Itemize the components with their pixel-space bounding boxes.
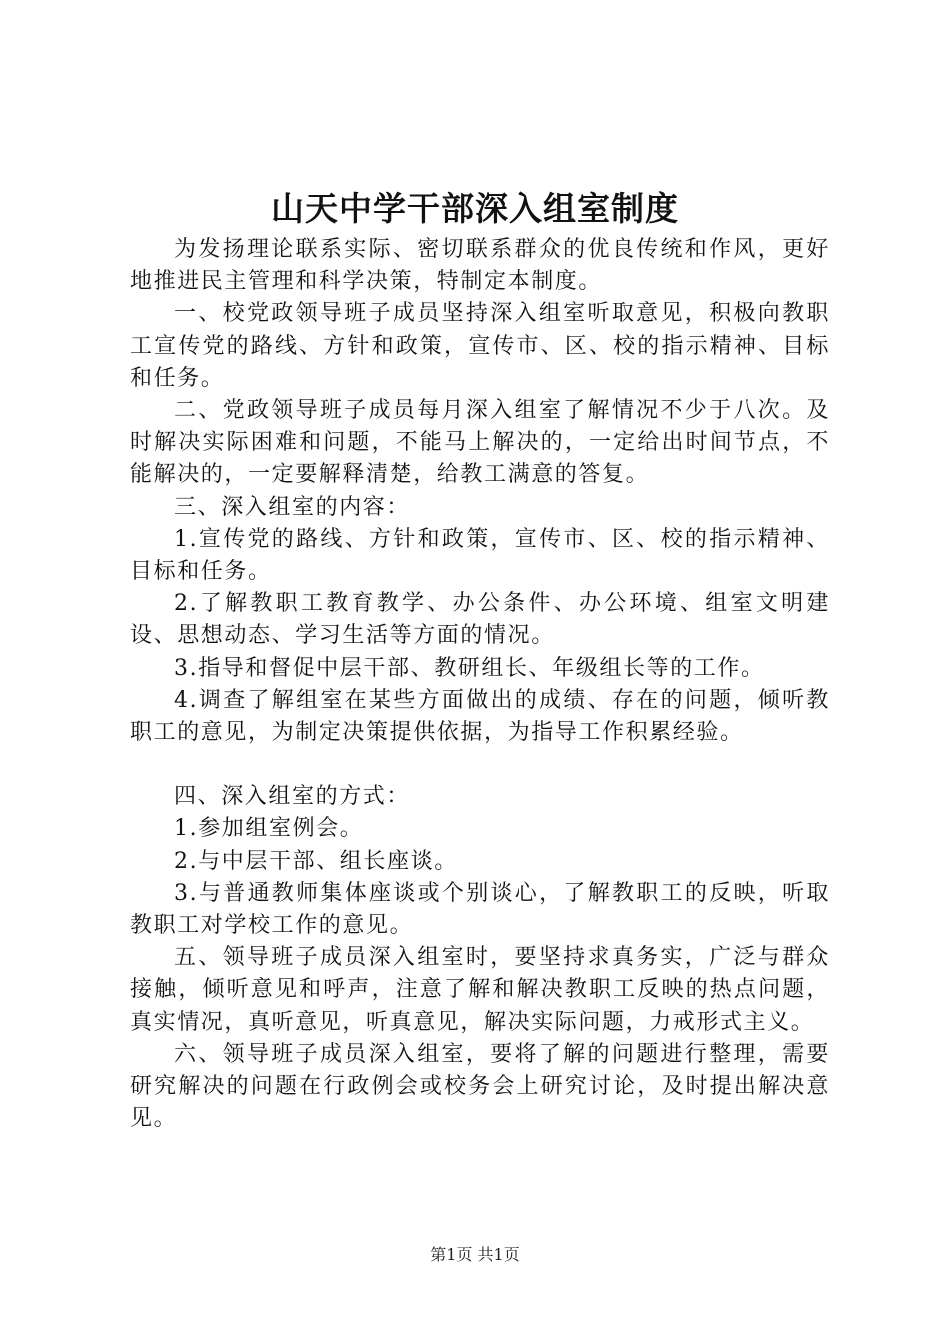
section-3-item-3: 3.指导和督促中层干部、教研组长、年级组长等的工作。 xyxy=(174,655,765,681)
section-4-heading: 四、深入组室的方式： xyxy=(174,784,411,810)
section-2-paragraph: 二、党政领导班子成员每月深入组室了解情况不少于八次。及时解决实际困难和问题，不能马上解决的，一定给出时间节点，不能解决的，一定要解释清楚，给教工满意的答复。 xyxy=(130,398,830,488)
paragraph-gap xyxy=(130,749,830,781)
section-3-item-2: 2.了解教职工教育教学、办公条件、办公环境、组室文明建设、思想动态、学习生活等方面的情况。 xyxy=(130,591,830,649)
section-3-item-1: 1.宣传党的路线、方针和政策，宣传市、区、校的指示精神、目标和任务。 xyxy=(130,526,830,585)
document-title: 山天中学干部深入组室制度 xyxy=(271,189,679,228)
section-4-item-2: 2.与中层干部、组长座谈。 xyxy=(174,848,458,874)
section-4-item-3: 3.与普通教师集体座谈或个别谈心，了解教职工的反映，听取教职工对学校工作的意见。 xyxy=(130,880,830,939)
section-6-paragraph: 六、领导班子成员深入组室，要将了解的问题进行整理，需要研究解决的问题在行政例会或校务会上研究讨论，及时提出解决意见。 xyxy=(130,1041,830,1132)
section-4-item-1: 1.参加组室例会。 xyxy=(174,816,364,842)
section-5-paragraph: 五、领导班子成员深入组室时，要坚持求真务实，广泛与群众接触，倾听意见和呼声，注意了解和解决教职工反映的热点问题，真实情况，真听意见，听真意见，解决实际问题，力戒形式主义。 xyxy=(130,945,830,1035)
intro-paragraph: 为发扬理论联系实际、密切联系群众的优良传统和作风，更好地推进民主管理和科学决策，特制定本制度。 xyxy=(130,237,830,295)
section-1-paragraph: 一、校党政领导班子成员坚持深入组室听取意见，积极向教职工宣传党的路线、方针和政策，宣传市、区、校的指示精神、目标和任务。 xyxy=(130,301,830,391)
section-3-heading: 三、深入组室的内容： xyxy=(174,494,411,520)
document-body xyxy=(130,234,830,1135)
page-footer: 第1页 共1页 xyxy=(430,1245,520,1264)
section-3-item-4: 4.调查了解组室在某些方面做出的成绩、存在的问题，倾听教职工的意见，为制定决策提供依据，为指导工作积累经验。 xyxy=(130,687,830,746)
